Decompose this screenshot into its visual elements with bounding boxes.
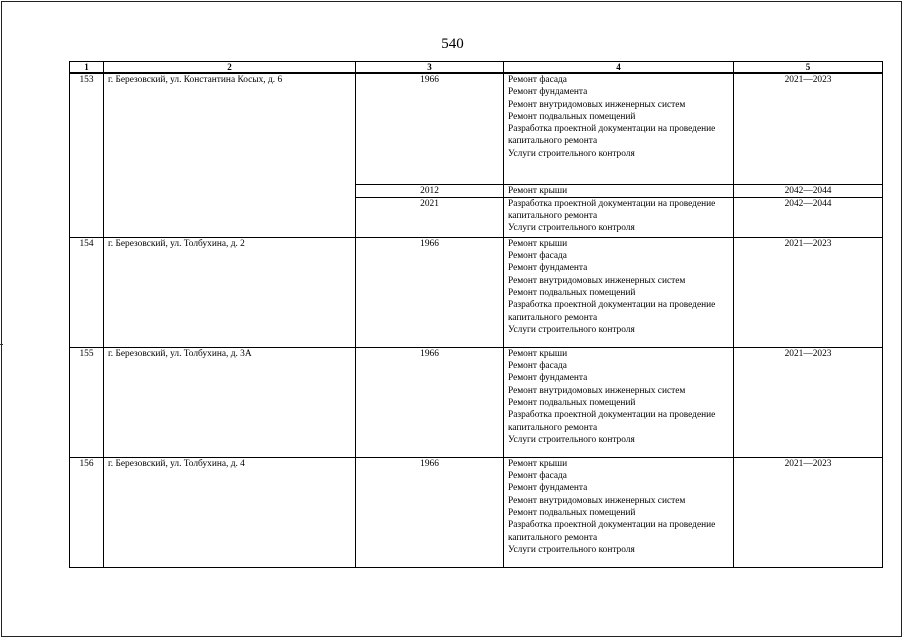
row-year: 1966 xyxy=(356,237,504,347)
row-year: 2012 xyxy=(356,184,504,197)
work-item: Ремонт фасада xyxy=(508,361,567,372)
work-item: Ремонт крыши xyxy=(508,348,568,359)
row-address: г. Березовский, ул. Толбухина, д. 4 xyxy=(104,457,356,567)
row-year: 2021 xyxy=(356,197,504,237)
row-period: 2042—2044 xyxy=(734,197,883,237)
header-row xyxy=(70,62,883,74)
work-item: Ремонт фундамента xyxy=(508,87,588,98)
header-cell-3: 3 xyxy=(356,62,504,74)
work-item: Разработка проектной документации на проведение капитального ремонта xyxy=(508,300,716,323)
work-item: Ремонт подвальных помещений xyxy=(508,111,636,122)
work-item: Ремонт крыши xyxy=(508,238,568,249)
work-item: Услуги строительного контроля xyxy=(508,148,635,159)
repair-schedule-table xyxy=(69,61,883,568)
work-item: Услуги строительного контроля xyxy=(508,324,635,335)
row-works xyxy=(504,73,734,184)
row-number: 153 xyxy=(70,73,104,237)
scan-mark xyxy=(0,344,3,345)
work-item: Ремонт фасада xyxy=(508,251,567,262)
row-period: 2021—2023 xyxy=(734,347,883,457)
header-cell-4: 4 xyxy=(504,62,734,74)
table-row xyxy=(70,73,883,184)
row-works xyxy=(504,237,734,347)
work-item: Разработка проектной документации на проведение капитального ремонта xyxy=(508,198,716,222)
work-item: Ремонт внутридомовых инженерных систем xyxy=(508,275,686,286)
row-year: 1966 xyxy=(356,73,504,184)
work-item: Ремонт внутридомовых инженерных систем xyxy=(508,495,686,506)
table-row xyxy=(70,347,883,457)
row-number: 155 xyxy=(70,347,104,457)
work-item: Разработка проектной документации на проведение капитального ремонта xyxy=(508,520,716,543)
work-item: Разработка проектной документации на проведение капитального ремонта xyxy=(508,410,716,433)
row-works xyxy=(504,457,734,567)
work-item: Ремонт фундамента xyxy=(508,373,588,384)
work-item: Ремонт внутридомовых инженерных систем xyxy=(508,385,686,396)
row-period: 2021—2023 xyxy=(734,457,883,567)
row-year: 1966 xyxy=(356,457,504,567)
work-item: Ремонт фасада xyxy=(508,471,567,482)
work-item: Ремонт фасада xyxy=(508,75,567,85)
row-number: 156 xyxy=(70,457,104,567)
row-year: 1966 xyxy=(356,347,504,457)
work-item: Ремонт подвальных помещений xyxy=(508,507,636,518)
header-cell-1: 1 xyxy=(70,62,104,74)
work-item: Ремонт крыши xyxy=(508,458,568,469)
work-item: Услуги строительного контроля xyxy=(508,223,635,234)
work-item: Ремонт фундамента xyxy=(508,263,588,274)
row-address: г. Березовский, ул. Константина Косых, д. 6 xyxy=(104,73,356,237)
header-cell-5: 5 xyxy=(734,62,883,74)
work-item: Ремонт внутридомовых инженерных систем xyxy=(508,99,686,110)
row-works xyxy=(504,184,734,197)
row-number: 154 xyxy=(70,237,104,347)
work-item: Разработка проектной документации на проведение капитального ремонта xyxy=(508,124,716,147)
header-cell-2: 2 xyxy=(104,62,356,74)
work-item: Ремонт подвальных помещений xyxy=(508,397,636,408)
work-item: Услуги строительного контроля xyxy=(508,544,635,555)
row-period: 2021—2023 xyxy=(734,73,883,184)
work-item: Ремонт крыши xyxy=(508,185,568,196)
work-item: Ремонт подвальных помещений xyxy=(508,287,636,298)
table-row xyxy=(70,237,883,347)
page-number: 540 xyxy=(441,36,464,52)
row-works xyxy=(504,197,734,237)
work-item: Ремонт фундамента xyxy=(508,483,588,494)
row-address: г. Березовский, ул. Толбухина, д. 2 xyxy=(104,237,356,347)
row-period: 2021—2023 xyxy=(734,237,883,347)
row-address: г. Березовский, ул. Толбухина, д. 3А xyxy=(104,347,356,457)
row-period: 2042—2044 xyxy=(734,184,883,197)
table-row xyxy=(70,457,883,567)
work-item: Услуги строительного контроля xyxy=(508,434,635,445)
row-works xyxy=(504,347,734,457)
